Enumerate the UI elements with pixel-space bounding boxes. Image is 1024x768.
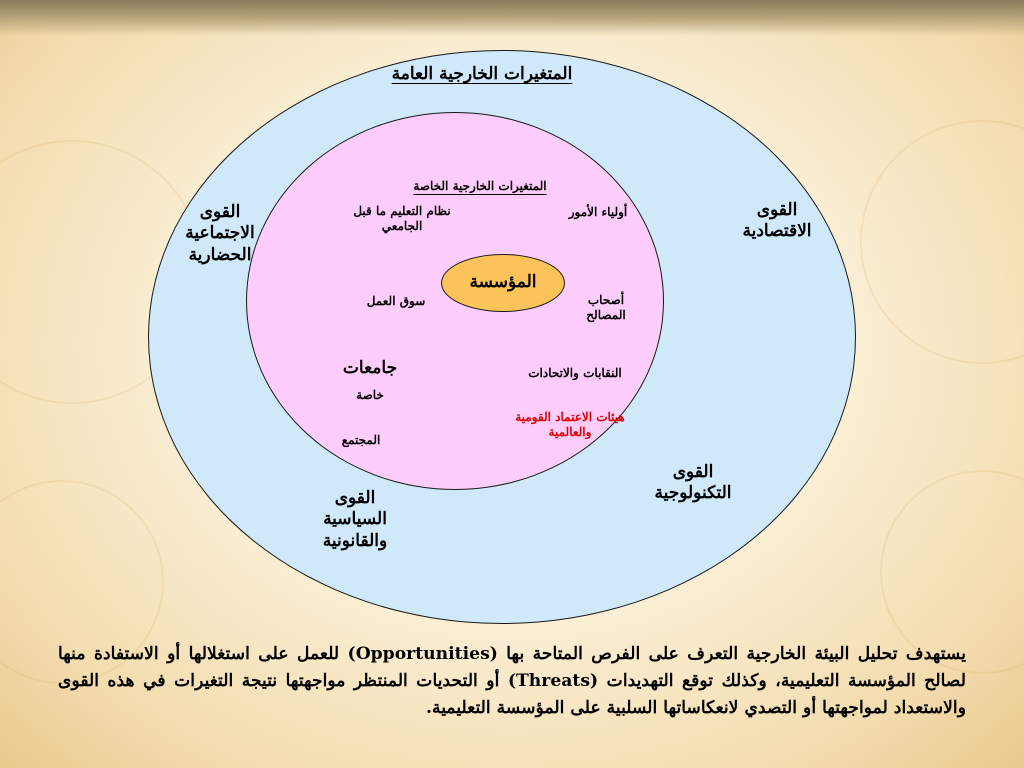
institution-ellipse: [441, 254, 565, 312]
social-forces-label: القوى الاجتماعية الحضارية: [185, 202, 255, 265]
top-decor-band: [0, 0, 1024, 36]
specific-variables-title: المتغيرات الخارجية الخاصة: [413, 179, 547, 193]
pre-university-label: نظام التعليم ما قبل الجامعي: [353, 204, 451, 233]
guardians-label: أولياء الأمور: [568, 205, 628, 219]
description-paragraph: يستهدف تحليل البيئة الخارجية التعرف على الفرص المتاحة بها (Opportunities) للعمل على استغلالها أو الاستفادة منها لصالح المؤسسة التعليمية، وكذلك توقع التهديدات (Threats) أو التحديات المنتظر مواجهتها نتيجة التغيرات في هذه القوى والاستعداد لمواجهتها أو التصدي لانعكاساتها السلبية على المؤسسة التعليمية.: [58, 644, 966, 718]
accreditation-label: هيئات الاعتماد القومية والعالمية: [515, 410, 625, 439]
labor-market-label: سوق العمل: [366, 294, 426, 308]
political-forces-label: القوى السياسية والقانونية: [322, 488, 388, 551]
private-universities-label: جامعات: [342, 358, 398, 378]
private-universities-sublabel: خاصة: [356, 388, 384, 402]
community-label: المجتمع: [341, 433, 381, 447]
economic-forces-label: القوى الاقتصادية: [742, 200, 812, 242]
technological-forces-label: القوى التكنولوجية: [654, 462, 732, 504]
unions-label: النقابات والاتحادات: [528, 366, 622, 380]
stakeholders-label: أصحاب المصالح: [586, 293, 626, 322]
background-ornament: [860, 120, 1024, 364]
institution-label: المؤسسة: [469, 272, 537, 293]
general-variables-title: المتغيرات الخارجية العامة: [391, 64, 573, 84]
